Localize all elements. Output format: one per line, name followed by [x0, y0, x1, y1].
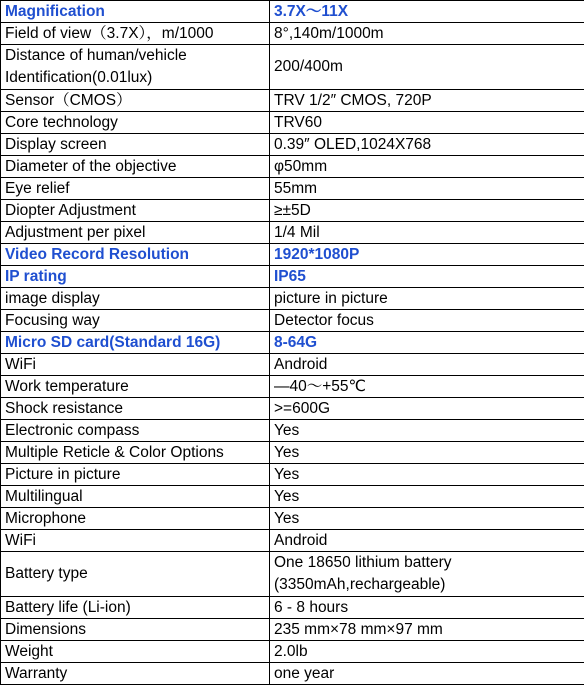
spec-value: 200/400m — [270, 45, 584, 90]
spec-value: IP65 — [270, 266, 584, 288]
spec-label: Battery life (Li-ion) — [1, 597, 270, 619]
spec-value: One 18650 lithium battery (3350mAh,rechargeable) — [270, 552, 584, 597]
spec-label: Distance of human/vehicle Identification(0.01lux) — [1, 45, 270, 90]
spec-label: IP rating — [1, 266, 270, 288]
spec-label: Weight — [1, 641, 270, 663]
spec-row — [1, 244, 584, 266]
spec-value: 1/4 Mil — [270, 222, 584, 244]
spec-label: Magnification — [1, 1, 270, 23]
spec-value: TRV 1/2″ CMOS, 720P — [270, 90, 584, 112]
spec-value: Yes — [270, 464, 584, 486]
spec-row — [1, 200, 584, 222]
spec-value: >=600G — [270, 398, 584, 420]
spec-row — [1, 597, 584, 619]
spec-row — [1, 156, 584, 178]
spec-label: Sensor（CMOS） — [1, 90, 270, 112]
spec-value: Yes — [270, 508, 584, 530]
spec-row — [1, 178, 584, 200]
spec-row — [1, 90, 584, 112]
spec-value: φ50mm — [270, 156, 584, 178]
spec-value: one year — [270, 663, 584, 685]
spec-row — [1, 663, 584, 685]
spec-label: Multilingual — [1, 486, 270, 508]
spec-row — [1, 288, 584, 310]
spec-value: Yes — [270, 442, 584, 464]
spec-value: 3.7X～11X — [270, 1, 584, 23]
spec-row — [1, 486, 584, 508]
spec-value: 8°,140m/1000m — [270, 23, 584, 45]
spec-row — [1, 134, 584, 156]
spec-label: Adjustment per pixel — [1, 222, 270, 244]
spec-value: 8-64G — [270, 332, 584, 354]
spec-row — [1, 45, 584, 90]
spec-value: Yes — [270, 486, 584, 508]
spec-row — [1, 619, 584, 641]
spec-label: Micro SD card(Standard 16G) — [1, 332, 270, 354]
spec-label: WiFi — [1, 530, 270, 552]
spec-value: 235 mm×78 mm×97 mm — [270, 619, 584, 641]
spec-row — [1, 442, 584, 464]
spec-label: Focusing way — [1, 310, 270, 332]
spec-label: Field of view（3.7X），m/1000 — [1, 23, 270, 45]
spec-value: 55mm — [270, 178, 584, 200]
spec-label: Video Record Resolution — [1, 244, 270, 266]
spec-value: 1920*1080P — [270, 244, 584, 266]
spec-row — [1, 112, 584, 134]
spec-label: Picture in picture — [1, 464, 270, 486]
spec-row — [1, 376, 584, 398]
spec-value: Android — [270, 354, 584, 376]
spec-row — [1, 464, 584, 486]
spec-label: image display — [1, 288, 270, 310]
spec-value: ≥±5D — [270, 200, 584, 222]
spec-value: 2.0lb — [270, 641, 584, 663]
spec-value: picture in picture — [270, 288, 584, 310]
spec-label: Shock resistance — [1, 398, 270, 420]
spec-row — [1, 530, 584, 552]
spec-row — [1, 420, 584, 442]
spec-label: Eye relief — [1, 178, 270, 200]
spec-table-body — [1, 1, 584, 685]
spec-label: Microphone — [1, 508, 270, 530]
spec-row — [1, 1, 584, 23]
spec-value: —40～+55℃ — [270, 376, 584, 398]
spec-value: Detector focus — [270, 310, 584, 332]
spec-row — [1, 23, 584, 45]
spec-label: Display screen — [1, 134, 270, 156]
spec-row — [1, 354, 584, 376]
spec-value: Android — [270, 530, 584, 552]
spec-row — [1, 641, 584, 663]
spec-label: Battery type — [1, 552, 270, 597]
spec-row — [1, 398, 584, 420]
spec-label: Work temperature — [1, 376, 270, 398]
spec-label: Diopter Adjustment — [1, 200, 270, 222]
spec-row — [1, 332, 584, 354]
spec-row — [1, 266, 584, 288]
spec-value: 0.39″ OLED,1024X768 — [270, 134, 584, 156]
spec-row — [1, 508, 584, 530]
spec-label: WiFi — [1, 354, 270, 376]
spec-label: Dimensions — [1, 619, 270, 641]
spec-label: Core technology — [1, 112, 270, 134]
spec-value: 6 - 8 hours — [270, 597, 584, 619]
spec-row — [1, 552, 584, 597]
spec-value: Yes — [270, 420, 584, 442]
spec-label: Diameter of the objective — [1, 156, 270, 178]
spec-label: Multiple Reticle & Color Options — [1, 442, 270, 464]
spec-label: Warranty — [1, 663, 270, 685]
spec-label: Electronic compass — [1, 420, 270, 442]
spec-row — [1, 310, 584, 332]
spec-row — [1, 222, 584, 244]
spec-value: TRV60 — [270, 112, 584, 134]
